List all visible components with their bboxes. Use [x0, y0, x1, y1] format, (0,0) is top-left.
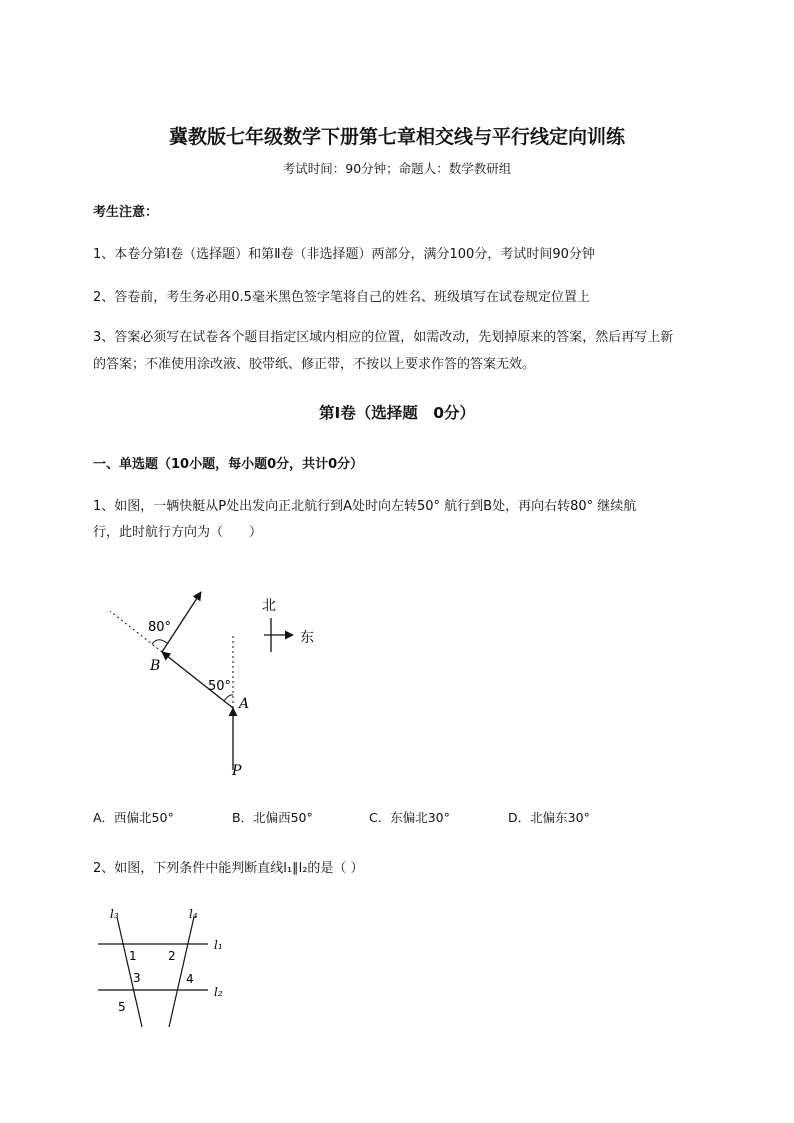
rule-3: 3、答案必须写在试卷各个题目指定区域内相应的位置，如需改动，先划掉原来的答案，然后再写上新 [93, 330, 674, 345]
angle-arc-a [224, 695, 233, 701]
page-title: 冀教版七年级数学下册第七章相交线与平行线定向训练 [168, 126, 625, 148]
angle-arc-b [152, 640, 167, 644]
part-title: 一、单选题（10小题，每小题0分，共计0分） [93, 457, 364, 472]
angle-4-label: 4 [186, 972, 194, 986]
question-2-figure [90, 902, 250, 1032]
question-1-line-2: 行，此时航行方向为（ ） [93, 525, 263, 540]
question-1-line-1: 1、如图，一辆快艇从P处出发向正北航行到A处时向左转50° 航行到B处，再向右转80° 继续航 [93, 499, 637, 514]
question-2-text: 2、如图，下列条件中能判断直线l₁∥l₂的是（ ） [93, 861, 364, 876]
notice-heading: 考生注意： [93, 205, 159, 220]
angle-3-label: 3 [133, 971, 141, 985]
angle-1-label: 1 [129, 949, 137, 963]
angle-50-label: 50° [208, 679, 232, 694]
question-1-figure [100, 590, 330, 780]
option-d[interactable]: D．北偏东30° [508, 810, 590, 825]
rule-1: 1、本卷分第Ⅰ卷（选择题）和第Ⅱ卷（非选择题）两部分，满分100分，考试时间90分钟 [93, 247, 595, 262]
label-l1: l₁ [214, 938, 223, 952]
angle-2-label: 2 [168, 949, 176, 963]
option-c[interactable]: C．东偏北30° [369, 810, 450, 825]
label-l4: l₄ [189, 907, 198, 921]
label-l2: l₂ [214, 985, 223, 999]
label-l3: l₃ [110, 907, 119, 921]
exam-info: 考试时间：90分钟；命题人：数学教研组 [282, 161, 512, 176]
point-p-label: P [232, 763, 242, 779]
angle-5-label: 5 [118, 1000, 126, 1014]
angle-80-label: 80° [148, 620, 172, 635]
compass-north-label: 北 [262, 598, 276, 614]
option-b[interactable]: B．北偏西50° [232, 810, 313, 825]
point-a-label: A [239, 696, 250, 712]
option-a[interactable]: A．西偏北50° [93, 810, 174, 825]
rule-3-cont: 的答案；不准使用涂改液、胶带纸、修正带，不按以上要求作答的答案无效。 [93, 357, 536, 372]
point-b-label: B [150, 658, 161, 674]
rule-2: 2、答卷前，考生务必用0.5毫米黑色签字笔将自己的姓名、班级填写在试卷规定位置上 [93, 290, 590, 305]
compass-east-label: 东 [300, 630, 314, 646]
section-title: 第Ⅰ卷（选择题 0分） [318, 404, 476, 422]
